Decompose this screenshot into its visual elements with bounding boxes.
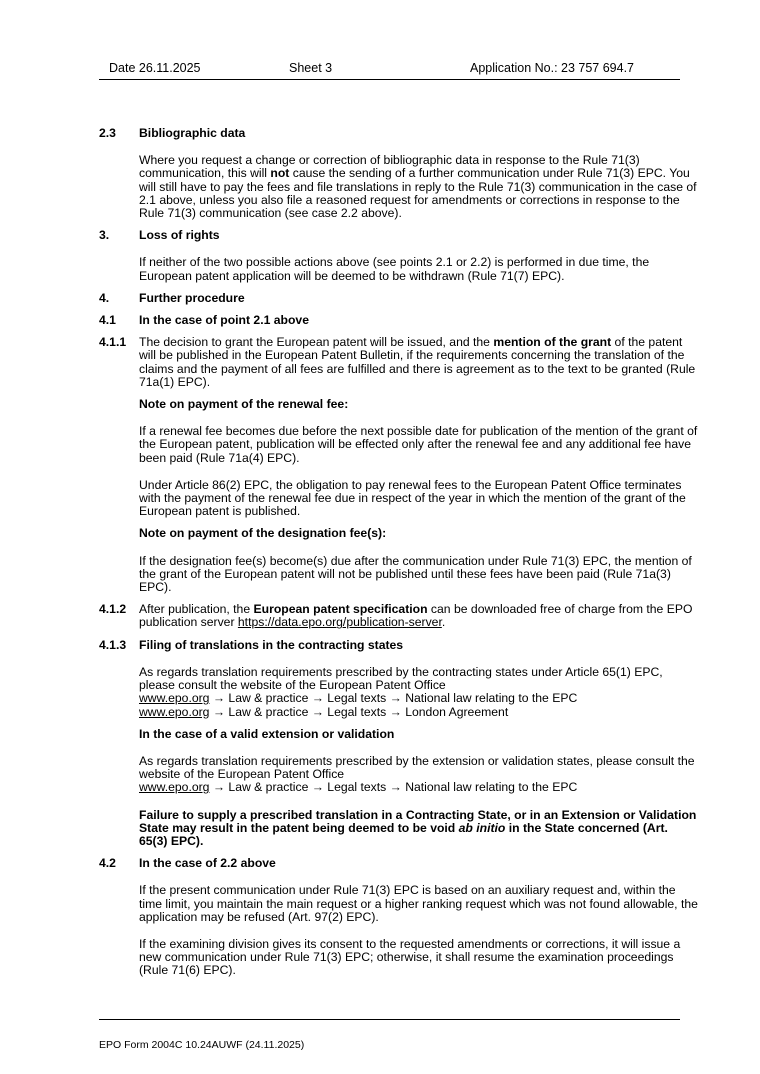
- nav-path-national-law: [139, 781, 699, 794]
- epo-website-link[interactable]: www.epo.org: [139, 691, 210, 706]
- page-header: [99, 62, 680, 80]
- section-4-1-1: [99, 336, 699, 389]
- section-number: 4.: [99, 290, 110, 305]
- section-title: Further procedure: [139, 290, 245, 305]
- text: cause the sending of a further communication under Rule 71(3) EPC. You will still have to pay the fees and file translations in reply to the Rule 71(3) communication in the case of 2.1 above, unless you also file a reasoned request for amendments or corrections in response to the Rule 71(3) communication (see case 2.2 above).: [139, 166, 697, 221]
- text: of the patent will be published in the European Patent Bulletin, if the requirements concerning the translation of the claims and the payment of all fees are fulfilled and there is agreement as to the text to be granted (Rule 71a(1) EPC).: [139, 335, 696, 389]
- section-4-1-heading: [99, 314, 699, 327]
- translation-requirements-block: [139, 666, 699, 719]
- header-date: Date 26.11.2025: [109, 61, 201, 75]
- extension-validation-heading: In the case of a valid extension or validation: [139, 726, 395, 741]
- epo-website-link[interactable]: www.epo.org: [139, 704, 210, 719]
- section-number: 4.1: [99, 313, 116, 328]
- section-4-2-heading: [99, 857, 699, 870]
- paragraph: Under Article 86(2) EPC, the obligation to pay renewal fees to the European Patent Office terminates with the payment of the renewal fee due in respect of the year in which the mention of the grant of the European patent is published.: [139, 477, 686, 519]
- text: As regards translation requirements prescribed by the contracting states under Article 65(1) EPC, please consult the website of the European Patent Office: [139, 664, 663, 693]
- text: in the State concerned (Art. 65(3) EPC).: [139, 820, 668, 848]
- bold-text: European patent specification: [253, 602, 428, 617]
- paragraph: If a renewal fee becomes due before the next possible date for publication of the mention of the grant of the European patent, publication will be effected only after the renewal fee and any additional fee have been paid (Rule 71a(4) EPC).: [139, 424, 698, 465]
- paragraph: If the examining division gives its consent to the requested amendments or corrections, it will issue a new communication under Rule 71(3) EPC; otherwise, it shall resume the examination proceedings (Rule 71(6) EPC).: [139, 936, 681, 978]
- publication-server-link[interactable]: https://data.epo.org/publication-server: [237, 615, 442, 630]
- section-number: 4.1.1: [99, 335, 127, 350]
- text: → Law & practice → Legal texts → National law relating to the EPC: [209, 691, 578, 706]
- footer-divider: [99, 1019, 680, 1020]
- header-application-number: Application No.: 23 757 694.7: [470, 61, 635, 75]
- text: .: [441, 615, 446, 630]
- section-2-3-heading: [99, 127, 699, 140]
- paragraph: [139, 154, 699, 220]
- section-3-heading: [99, 229, 699, 242]
- text: After publication, the: [139, 602, 254, 617]
- paragraph: If the present communication under Rule 71(3) EPC is based on an auxiliary request and, within the time limit, you maintain the main request or a higher ranking request which was not found allowable, the application may be refused (Art. 97(2) EPC).: [139, 883, 698, 924]
- section-number: 3.: [99, 228, 110, 243]
- text: The decision to grant the European patent will be issued, and the: [139, 335, 494, 350]
- header-sheet: Sheet 3: [289, 61, 333, 75]
- extension-requirements-block: [139, 755, 699, 795]
- paragraph: If the designation fee(s) become(s) due after the communication under Rule 71(3) EPC, the mention of the grant of the European patent will not be published until these fees have been paid (Rule 71a(3) EPC).: [139, 553, 692, 595]
- section-number: 2.3: [99, 126, 116, 140]
- text: Where you request a change or correction of bibliographic data in response to the Rule 71(3) communication, this will: [139, 153, 640, 181]
- designation-fee-note-heading: Note on payment of the designation fee(s):: [139, 526, 387, 541]
- section-title: In the case of point 2.1 above: [139, 313, 309, 328]
- section-number: 4.2: [99, 856, 116, 871]
- section-title: Loss of rights: [139, 228, 220, 243]
- italic-text: ab initio: [458, 820, 506, 835]
- bold-text: not: [270, 166, 290, 181]
- text: → Law & practice → Legal texts → National law relating to the EPC: [209, 780, 578, 795]
- section-4-1-2: [99, 603, 699, 629]
- paragraph: If neither of the two possible actions above (see points 2.1 or 2.2) is performed in due time, the European patent application will be deemed to be withdrawn (Rule 71(7) EPC).: [139, 255, 650, 283]
- epo-website-link[interactable]: www.epo.org: [139, 780, 210, 795]
- section-title: In the case of 2.2 above: [139, 856, 276, 871]
- section-title: Bibliographic data: [139, 126, 246, 140]
- failure-warning: [139, 809, 699, 849]
- text: Failure to supply a prescribed translation in a Contracting State, or in an Extension or Validation State may result in the patent being deemed to be void: [139, 807, 697, 835]
- text: can be downloaded free of charge from the EPO publication server: [139, 602, 693, 630]
- renewal-fee-note-heading: Note on payment of the renewal fee:: [139, 397, 349, 412]
- section-title: Filing of translations in the contracting states: [139, 637, 404, 652]
- section-number: 4.1.2: [99, 602, 127, 617]
- nav-path-london-agreement: [139, 706, 699, 719]
- document-body: [99, 127, 699, 987]
- text: As regards translation requirements prescribed by the extension or validation states, please consult the website of the European Patent Office: [139, 753, 695, 782]
- section-4-1-3-heading: [99, 639, 699, 652]
- text: → Law & practice → Legal texts → London Agreement: [209, 704, 509, 719]
- section-number: 4.1.3: [99, 637, 127, 652]
- bold-text: mention of the grant: [493, 335, 612, 350]
- footer-form-id: EPO Form 2004C 10.24AUWF (24.11.2025): [99, 1039, 305, 1051]
- section-4-heading: [99, 292, 699, 305]
